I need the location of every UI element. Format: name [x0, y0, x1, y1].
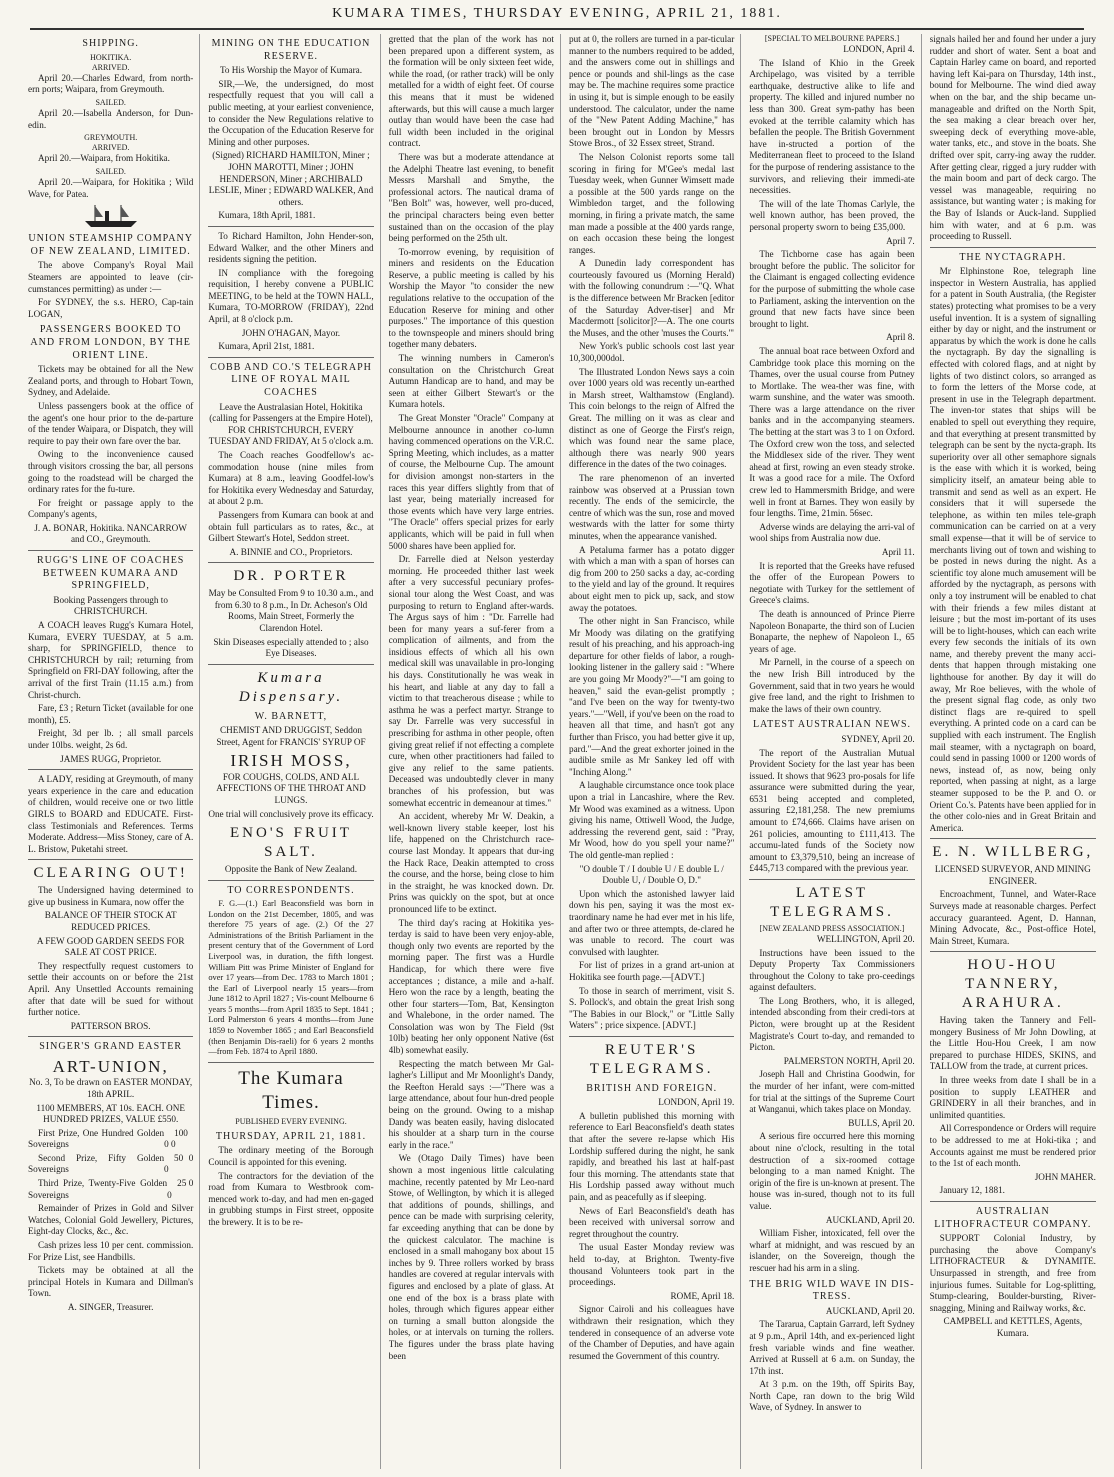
telegram-para: Signor Cairoli and his colleagues have withdrawn their resignation, which they tendered in consequence of an adverse vote of the Chamber of Deputies, and have again resumed the Government of this country.	[568, 1304, 735, 1361]
singer-members: 1100 MEMBERS, AT 10s. EACH. ONE HUNDRED PRIZES, VALUE £550.	[36, 1102, 185, 1125]
mining-para-2: To Richard Hamilton, John Hender-son, Edward Walker, and the other Miners and residents signing the petition.	[208, 230, 374, 265]
rugg-heading: RUGG'S LINE OF COACHES BETWEEN KUMARA AND SPRINGFIELD,	[36, 555, 185, 592]
willberg-heading: E. N. WILLBERG,	[932, 844, 1094, 861]
singer-signature: A. SINGER, Treasurer.	[67, 1302, 154, 1313]
reuters-heading: REUTER'S TELEGRAMS.	[589, 1041, 714, 1077]
dateline: April 8.	[886, 332, 915, 343]
lithofracteur-heading: AUSTRALIAN LITHOFRACTEUR COMPANY.	[934, 1206, 1092, 1230]
article-para: A Dunedin lady correspondent has courteously favoured us (Morning Herald) with the following conundrum :—"Q. What is the difference between Mr Bracken [editor of the Saturday Adver-tiser] and Mr Macdermott [solicitor]?—A. The one courts the Muses, and the other 'muses the Courts.'"	[568, 258, 735, 338]
paper-para-2: The contractors for the deviation of the road from Kumara to Westbrook com-menced work to-day, and had men en-gaged in grubbing stumps in First street, opposite the brewery. It is to be re-	[208, 1170, 374, 1227]
union-para-3: Tickets may be obtained for all the New Zealand ports, and through to Hobart Town, Sydney, and Adelaide.	[28, 364, 194, 398]
steamship-icon	[81, 203, 141, 229]
telegram-para: The annual boat race between Oxford and Cambridge took place this morning on the Thames, over the usual course from Putney to Mortlake. The wea-ther was fine, with warm sunshine, and the water was smooth. There was a large attendance on the river banks and in the accompanying steamers. The betting at the start was 3 to 1 on Oxford. The Oxford crew won the toss, and selected the Middlesex side of the river. They went ahead at first, rowing an even steady stroke. It was a good race for a mile. The Oxford crew led to Hammersmith Bridge, and were well in front at Barnes. They won easily by four lengths. Time, 21min. 56sec.	[749, 345, 915, 519]
divider	[930, 1201, 1096, 1202]
passengers-heading: PASSENGERS BOOKED TO AND FROM LONDON, BY THE ORIENT LINE.	[30, 324, 191, 361]
prize-row	[28, 1128, 193, 1151]
divider	[930, 247, 1096, 248]
dateline: BULLS, April 20.	[848, 1117, 915, 1128]
hokitika-arrivals: April 20.—Charles Edward, from north-ern ports; Waipara, from Greymouth.	[28, 72, 194, 95]
union-heading: UNION STEAMSHIP COMPANY OF NEW ZEALAND, LIMITED.	[28, 233, 193, 257]
column-1	[28, 34, 200, 1469]
hou-hou-para-3: All Correspondence or Orders will require to be addressed to me at Hoki-tika ; and Accounts against me must be rendered prior to the 1st of each month.	[929, 1123, 1096, 1169]
dateline: LONDON, April 4.	[843, 44, 915, 55]
article-para: The winning numbers in Cameron's consultation on the Christchurch Great Autumn Handicap are to hand, and may be seen at either Gilbert Stewart's or the Kumara hotels.	[388, 353, 554, 410]
article-para: A laughable circumstance once took place upon a trial in Lancashire, where the Rev. Mr Wood was examined as a witness. Upon giving his name, Ottiwell Wood, the Judge, addressing the reverend gent, said : "Pray, Mr Wood, how do you spell your name?" The old gentle-man replied :	[568, 780, 735, 860]
art-union-title: ART-UNION,	[52, 1056, 169, 1076]
column-3	[389, 34, 561, 1469]
article-para: gretted that the plan of the work has not been prepared upon a different system, as the formation will be only sixteen feet wide, while the road, (or rather track) will be only metalled for a width of eight feet. Of course this means that it must be widened afterwards, but this will cause a much larger outlay than would have been the case had full width been included in the original contract.	[388, 34, 554, 149]
dateline: April 11.	[881, 547, 915, 558]
cobb-para-3: Passengers from Kumara can book at and obtain full particulars as to rates, &c., at Gilbert Stewart's Hotel, Seddon street.	[208, 509, 374, 544]
cobb-heading: COBB AND CO.'S TELEGRAPH LINE OF ROYAL MAIL COACHES	[210, 361, 372, 399]
union-para-6: For freight or passage apply to the Company's agents,	[28, 497, 194, 520]
divider	[930, 838, 1096, 839]
telegram-para: Joseph Hall and Christina Goodwin, for the murder of her infant, were com-mitted for trial at the sittings of the Supreme Court at Wanganui, which takes place on Monday.	[749, 1069, 915, 1115]
paper-title: The Kumara Times.	[238, 1067, 344, 1113]
singer-cash: Cash prizes less 10 per cent. commission. For Prize List, see Handbills.	[28, 1240, 194, 1262]
hou-hou-para-2: In three weeks from date I shall be in a position to supply LEATHER and GRINDERY in all their branches, and in unlimited quantities.	[929, 1075, 1096, 1120]
eno-title: ENO'S FRUIT SALT.	[230, 825, 352, 861]
dispensary-para-4: Opposite the Bank of New Zealand.	[224, 863, 358, 874]
union-para-4: Unless passengers book at the office of the agent's one hour prior to the de-parture of the tender Waipara, or Dispatch, they will require to pay their own fare over the bar.	[28, 400, 194, 446]
porter-para-2: Skin Diseases especially attended to ; also Eye Diseases.	[213, 636, 369, 659]
correspondents-heading: TO CORRESPONDENTS.	[227, 884, 355, 896]
special-heading: [SPECIAL TO MELBOURNE PAPERS.]	[764, 34, 900, 43]
sailed-label: SAILED.	[95, 97, 126, 107]
dateline: AUCKLAND, April 20.	[825, 1214, 915, 1225]
porter-para-1: May be Consulted From 9 to 10.30 a.m., and from 6.30 to 8 p.m., In Dr. Acheson's Old Rooms, Main Street, Formerly the Clarendon Hotel.	[208, 588, 374, 634]
union-para-5: Owing to the inconvenience caused through visitors crossing the bar, all persons going to the roadstead will be charged the ordinary rates for the fu-ture.	[28, 449, 194, 495]
masthead: KUMARA TIMES, THURSDAY EVENING, APRIL 21, 1881.	[332, 6, 782, 21]
mining-para-3: IN compliance with the foregoing requisition, I hereby convene a PUBLIC MEETING, to be held at the TOWN HALL, Kumara, TO-MORROW (FRIDAY), 22nd April, at 8 o'clock p.m.	[208, 267, 374, 325]
dispensary-para-3: One trial will conclusively prove its efficacy.	[208, 808, 374, 819]
divider	[28, 769, 193, 770]
masthead-rule	[30, 28, 1084, 30]
australian-news-heading: LATEST AUSTRALIAN NEWS.	[752, 719, 912, 731]
prize-label: First Prize, One Hundred Golden Sovereigns	[28, 1127, 165, 1150]
greymouth-heading: GREYMOUTH.	[84, 133, 138, 143]
rugg-signature: JAMES RUGG, Proprietor.	[60, 753, 162, 764]
divider	[208, 226, 373, 227]
rugg-para-1: A COACH leaves Rugg's Kumara Hotel, Kumara, EVERY TUESDAY, at 5 a.m. sharp, for SPRINGFIELD, thence to CHRISTCHURCH by rail; returning from Springfield on FRI-DAY following, after the arrival of the first Train (11.15 a.m.) from Christ-church.	[28, 620, 194, 700]
clearing-para-2: BALANCE OF THEIR STOCK AT REDUCED PRICES.	[44, 910, 177, 932]
article-para: To-morrow evening, by requisition of miners and residents on the Education Reserve, a public meeting is called by his Worship the Mayor "to consider the new regulations relative to the occupation of the Education Reserve for mining and other purposes." The importance of this question to the townspeople and miners should bring together many debaters.	[388, 246, 554, 350]
mining-to: To His Worship the Mayor of Kumara.	[219, 65, 363, 76]
telegram-para: The Tararua, Captain Garrard, left Sydney at 9 p.m., April 14th, and ex-perienced light fresh variable winds and fine weather. Arrived at Russell at 6 a.m. on Sunday, the 17th inst.	[749, 1319, 915, 1376]
telegram-para: William Fisher, intoxicated, fell over the wharf at midnight, and was rescued by an islander, on the Sovereign, though the rescuer had his arm in a sling.	[749, 1228, 915, 1273]
cobb-signature: A. BINNIE and CO., Proprietors.	[229, 546, 353, 557]
paper-date: THURSDAY, APRIL 21, 1881.	[215, 1130, 367, 1142]
telegram-para: It is reported that the Greeks have refused the offer of the European Powers to negotiate with Turkey for the settlement of Greece's claims.	[749, 560, 915, 606]
divider	[28, 859, 193, 860]
dateline: AUCKLAND, April 20.	[825, 1305, 915, 1316]
union-para-1: The above Company's Royal Mail Steamers are appointed to leave (cir-cumstances permitting) as under :—	[28, 260, 194, 294]
clearing-signature: PATTERSON BROS.	[70, 1020, 151, 1031]
telegram-para: Instructions have been issued to the Deputy Property Tax Commissioners throughout the Colony to take pro-ceedings against defaulters.	[749, 947, 915, 993]
telegram-para: The Tichborne case has again been brought before the public. The solicitor for the Claimant is engaged collecting evidence for the purpose of submitting the whole case to Parliament, asking the intervention on the ground that new facts have since been brought to light.	[749, 249, 915, 329]
telegram-para: The will of the late Thomas Carlyle, the well known author, has been proved, the personal property sworn to being £35,000.	[749, 198, 915, 232]
divider	[208, 664, 373, 665]
article-para: The Great Monster "Oracle" Company at Melbourne announce in another co-lumn having commenced operations on the V.R.C. Spring Meeting, which includes, as a matter of course, the Melbourne Cup. The amount for division amongst non-starters in the races this year differs slightly from that of last year, being materially increased for those events which have very large entries. "The Oracle" offers special prizes for early applicants, which will be paid in full when 5000 shares have been applied for.	[388, 413, 554, 551]
telegram-para: Adverse winds are delaying the arri-val of wool ships from Australia now due.	[749, 521, 915, 544]
correspondents-para: F. G.—(1.) Earl Beaconsfield was born in London on the 21st December, 1805, and was therefore 75 years of age. (2.) Of the 27 Administrations of the British Parliament in the present century that of the Government of Lord Liverpool was, in duration, the fifth longest. William Pitt was Prime Minister of England for over 17 years—from Dec. 1783 to March 1801 ; the Earl of Liverpool nearly 15 years—from June 1812 to April 1827 ; Vis-count Melbourne 6 years 5 months—from April 1835 to Sept. 1841 ; Lord Palmerston 6 years 4 months—from June 1859 to November 1865 ; and Earl Beaconsfield (then Benjamin Dis-raeli) for 6 years 2 months—from Feb. 1874 to April 1880.	[208, 899, 374, 1057]
latest-telegrams-heading: LATEST TELEGRAMS.	[770, 885, 894, 920]
prize-list	[28, 1128, 193, 1202]
telegram-para: A bulletin published this morning with reference to Earl Beaconsfield's death states that after the severe re-lapse which His Lordship suffered during the night, he sank rapidly, and breathed his last at half-past four this morning. The attendants state that His Lordship passed away without much pain, and as peacefully as if sleeping.	[568, 1110, 735, 1202]
hou-hou-signature: JOHN MAHER.	[1034, 1171, 1096, 1182]
irish-moss-title: IRISH MOSS,	[230, 751, 352, 771]
hokitika-sailings: April 20.—Isabella Anderson, for Dun-edin.	[28, 108, 194, 130]
mining-heading: MINING ON THE EDUCATION RESERVE.	[211, 38, 371, 62]
telegram-para: A serious fire occurred here this morning about nine o'clock, resulting in the total destruction of a six-roomed cottage belonging to a man named Knight. The origin of the fire is un-known at present. The house was in-sured, though not to its full value.	[749, 1131, 915, 1211]
article-para: Upon which the astonished lawyer laid down his pen, saying it was the most ex-traordinary name he had ever met in his life, and after two or three attempts, de-clared he was unable to record. The court was convulsed with laughter.	[568, 888, 735, 957]
article-para: There was but a moderate attendance at the Adelphi Theatre last evening, to benefit Messrs Marshall and Smythe, the professional actors. The nautical drama of "Ben Bolt" was, however, well pro-duced, the principal characters being even better sustained than on the occasion of the play being performed on the 25th ult.	[388, 151, 554, 244]
mining-para-1: SIR,—We, the undersigned, do most respectfully request that you will call a public meeting, at your earliest convenience, to consider the New Regulations relative to the Occupation of the Education Reserve for Mining and other purposes.	[208, 78, 374, 147]
singer-remainder: Remainder of Prizes in Gold and Silver Watches, Colonial Gold Jewellery, Pictures, Eight-day Clocks, &c., &c.	[28, 1203, 194, 1237]
prize-row	[28, 1178, 193, 1201]
divider	[208, 357, 373, 358]
clearing-para-4: They respectfully request customers to settle their accounts on or before the 21st April. Any Unsettled Accounts remaining after that date will be sued for without further notice.	[28, 960, 194, 1018]
dispensary-heading: Kumara Dispensary.	[238, 669, 344, 705]
divider	[749, 879, 914, 880]
verse: "O double T / I double U / E double L / Double U, / Double O, D."	[579, 863, 724, 886]
cobb-para-1: Leave the Australasian Hotel, Hokitika (calling for Passengers at the Empire Hotel), FOR CHRISTCHURCH, EVERY TUESDAY AND FRIDAY, At 5 o'clock a.m.	[208, 401, 374, 447]
article-para: The Illustrated London News says a coin over 1000 years old was recently un-earthed in Marsh street, Walthamstow (England). This coin belongs to the reign of Alfred the Great. The milling on it was as clear and distinct as one of George the First's reign, which was found near the same place, although there was nearly 900 years difference in the dates of the two coinages.	[568, 366, 735, 470]
rugg-para-3: Freight, 3d per lb. ; all small parcels under 10lbs. weight, 2s 6d.	[28, 728, 194, 750]
sailed-label-2: SAILED.	[95, 166, 126, 176]
clearing-para-1: The Undersigned having determined to give up business in Kumara, now offer the	[28, 885, 194, 907]
article-para: For list of prizes in a grand art-union at Hokitika see fourth page.—[ADVT.]	[568, 960, 735, 982]
prize-value: 25 0 0	[167, 1178, 194, 1200]
mining-date-2: Kumara, April 21st, 1881.	[218, 341, 315, 352]
article-para: The rare phenomenon of an inverted rainbow was observed at a Prussian town recently. The ends of the semicircle, the centre of which was the sun, rose and moved westwards with the latter for some thirty minutes, when the appearance vanished.	[568, 472, 735, 541]
dateline: PALMERSTON NORTH, April 20.	[783, 1055, 915, 1066]
telegram-para: The death is announced of Prince Pierre Napoleon Bonaparte, the third son of Lucien Bonaparte, the nephew of Napoleon I., 65 years of age.	[749, 608, 915, 654]
willberg-para: Encroachment, Tunnel, and Water-Race Surveys made at reasonable charges. Perfect accuracy guaranteed. Agent, D. Hannan, Mining Advocate, &c., Post-office Hotel, Main Street, Kumara.	[929, 889, 1096, 946]
dateline: ROME, April 18.	[670, 1290, 735, 1301]
prize-label: Second Prize, Fifty Golden Sovereigns	[28, 1152, 165, 1175]
hou-hou-heading: HOU-HOU TANNERY, ARAHURA.	[961, 957, 1064, 1012]
article-para: New York's public schools cost last year 10,300,000dol.	[568, 341, 735, 364]
rugg-subheading: Booking Passengers through to CHRISTCHURCH.	[53, 594, 168, 617]
hou-hou-date: January 12, 1881.	[939, 1185, 1005, 1196]
nyctagraph-para: Mr Elphinstone Roe, telegraph line inspector in Western Australia, has applied for a patent in South Australia, (the Register states) protecting what promises to be a very useful invention. It is a system of signalling either by day or night, and the instrument or apparatus by which the work is done he calls the nyctagraph. By day the signalling is effected with colored flags, and at night by lights of two distinct colors, so arranged as to form the letters of the Morse code, at present in use in the Telegraph department. The inven-tor states that ships will be enabled to spell out everything they require, and that everything at present transmitted by telegraph can be sent by the nycta-graph. Its superiority over all other semaphore signals is the ease with which it is worked, being simplicity itself, an amateur being able to transmit and send as well as an expert. He considers that it will supersede the telephone, as within ten miles tele-graph communication can be carried on at a very small expense—that it will be of service to merchants living out of town and wishing to be posted in news during the night. As a scientific toy alone much amusement will be afforded by the nyctagraph, as persons with only a toy instrument will be enabled to chat with their friends a few miles distant at leisure ; but the most im-portant of its uses will be to light-houses, which can each write every few seconds the initials of its own name, and thereby prevent the many acci-dents that happen through mistaking one lighthouse for another. By day it will do away, Mr Roe believes, with the whole of the present signal flag code, as only two distinct flags are re-quired to spell everything. A printed code on a card can be supplied with each instrument. The English mail steamer, with a nyctagraph on board, could send in passing 1000 or 1200 words of news, instead of, as now, being only reported, when passing at night, as a large steamer supposed to be the P. and O. or Orient Co.'s. Patents have been applied for in the other colo-nies and in Great Britain and America.	[929, 266, 1096, 833]
divider	[28, 1036, 193, 1037]
article-para: Respecting the match between Mr Gal-lagher's Lilliput and Mr Moonlight's Dandy, the Reefton Herald says :—"There was a large attendance, about four hun-dred people being on the ground. Owing to a mishap Dandy was beaten easily, having dislocated his shoulder at a sharp turn in the course early in the race."	[388, 1058, 554, 1150]
prize-value: 50 0 0	[164, 1152, 194, 1175]
divider	[208, 562, 373, 563]
article-para: The third day's racing at Hokitika yes-terday is said to have been very enjoy-able, though only two events are reported by the morning paper. The first was a Hurdle Handicap, for which there were five acceptances ; distance, a mile and a-half. Hero won the race by a length, beating the other four starters—Tom, Bat, Kensington and Whalebone, in the order named. The Consolation was won by The Field (9st 10lb) beating her only opponent Native (6st 4lb) somewhat easily.	[388, 917, 554, 1056]
telegram-para: News of Earl Beaconsfield's death has been received with universal sorrow and regret throughout the country.	[568, 1205, 735, 1239]
column-6	[930, 34, 1102, 1469]
mayor-signature: JOHN O'HAGAN, Mayor.	[241, 327, 341, 338]
divider	[208, 880, 373, 881]
greymouth-sailings: April 20.—Waipara, for Hokitika ; Wild Wave, for Patea.	[28, 177, 194, 199]
lithofracteur-signature: CAMPBELL and KETTLES, Agents, Kumara.	[943, 1316, 1083, 1338]
mining-signed: (Signed) RICHARD HAMILTON, Miner ; JOHN MAROTTI, Miner ; JOHN HENDERSON, Miner ; ARCHIBALD LESLIE, Miner ; EDWARD WALKER, And others.	[208, 150, 374, 207]
brig-heading: THE BRIG WILD WAVE IN DIS-TRESS.	[749, 1278, 915, 1303]
divider	[930, 951, 1096, 952]
porter-heading: DR. PORTER	[233, 568, 349, 585]
willberg-subheading: LICENSED SURVEYOR, AND MINING ENGINEER.	[934, 864, 1091, 886]
article-para: To those in search of merriment, visit S. S. Pollock's, and obtain the great Irish song "The Babies in our Block," or "Little Sally Waters" ; price sixpence. [ADVT.]	[568, 985, 735, 1031]
divider	[569, 1036, 734, 1037]
hokitika-heading: HOKITIKA.	[90, 52, 132, 62]
dateline: SYDNEY, April 20.	[841, 733, 915, 744]
reuters-subheading: BRITISH AND FOREIGN.	[586, 1082, 718, 1094]
telegram-para: signals hailed her and found her under a jury rudder and short of water. Sent a boat and Captain Harley came on board, and reported having left Kai-para on Thursday, 14th inst., bound for Melbourne. The wind died away when on the bar, and the ship became un-manageable and drifted on the North Spit, the sea making a clear breach over her, sweeping deck of everything move-able, water tanks, etc., and stove in the boats. She drifted over spit, carry-ing away the rudder. After getting clear, rigged a jury rudder with the main boom and part of deck cargo. The vessel was manageable, requiring no assistance, but wanting water ; is making for the Bay of Islands or Auck-land. Supplied him with water, and at 6 p.m. was proceeding to Russell.	[929, 34, 1096, 242]
singer-tickets: Tickets may be obtained at all the principal Hotels in Kumara and Dillman's Town.	[28, 1265, 194, 1299]
divider	[208, 1062, 373, 1063]
dateline: April 7.	[886, 235, 915, 246]
column-5	[749, 34, 921, 1469]
article-para: A Petaluma farmer has a potato digger with which a man with a span of horses can dig from 200 to 250 sacks a day, ac-cording to the yield and lay of the ground. It requires about eight men to pick up, sack, and stow away the potatoes.	[568, 544, 735, 613]
article-para: The Nelson Colonist reports some tall scoring in firing for M'Gee's medal last Tuesday week, when Gunner Wimsett made a possible at the 500 yards range on the Wimbledon target, and the following morning, in firing a private match, the same man made a possible at the 400 yards range, on each occasion these being the longest ranges.	[568, 151, 735, 255]
dateline: LONDON, April 19.	[658, 1097, 735, 1108]
dispensary-name: W. BARNETT,	[254, 710, 328, 722]
article-para: put at 0, the rollers are turned in a par-ticular manner to the numbers required to be added, and the answers come out in shillings and pence or pounds and shil-lings as the case may be. The machine requires some practice in using it, but is simple enough to be easily understood. The calculator, under the name of the "New Patent Adding Machine," has been brought out in London by Messrs Stowe Bros., of 32 Essex street, Strand.	[568, 34, 735, 149]
telegram-para: The usual Easter Monday review was held to-day, at Brighton. Twenty-five thousand Volunteers took part in the proceedings.	[568, 1242, 735, 1288]
telegram-para: The Long Brothers, who, it is alleged, intended absconding from their credi-tors at Picton, were brought up at the Resident Magistrate's Court to-day, and remanded to Picton.	[749, 995, 915, 1053]
article-para: We (Otago Daily Times) have been shown a most ingenious little calculating machine, recently patented by Mr Leo-nard Stowe, of Wellington, by which it is alleged that additions of pounds, shillings, and pence can be made with surprising celerity, far exceeding anything that can be done by the quickest calculator. The machine is enclosed in a small mahogany box about 15 inches by 9. Three rollers worked by brass handles are covered at regular intervals with figures and enclosed by a plate of glass. At one end of the box is a brass plate with holes, through which figures appear either on turning a small button alongside the holes, or at intervals on turning the rollers. The figures under the brass plate having been	[388, 1153, 554, 1361]
dispensary-para-1: CHEMIST AND DRUGGIST, Seddon Street, Agent for FRANCIS' SYRUP OF	[216, 725, 366, 747]
clearing-out-heading: CLEARING OUT!	[33, 865, 188, 882]
prize-row	[28, 1153, 193, 1176]
lady-advert: A LADY, residing at Greymouth, of many years experience in the care and education of children, would receive one or two little GIRLS to BOARD and EDUCATE. First-class Testimonials and References. Terms Moderate. Address—Miss Stoney, care of A. L. Bristow, Puketahi street.	[28, 774, 194, 854]
article-para: The other night in San Francisco, while Mr Moody was dilating on the gratifying result of his preaching, and his approach-ing departure for other fields of labor, a rough-looking listener in the gallery said : "Where are you going Mr Moody?"—"I am going to heaven," said the evan-gelist promptly ; "and I've been on the way for twenty-two years."—"Well, if you've been on the road to heaven all that time, and hasn't got any further than Frisco, you had better give it up, pard."—And the great exhorter joined in the audible smile as Mr Sankey led off with "Inching Along."	[568, 616, 735, 777]
union-signature: J. A. BONAR, Hokitika. NANCARROW and CO., Greymouth.	[34, 522, 187, 545]
union-para-2: For SYDNEY, the s.s. HERO, Cap-tain LOGAN,	[28, 297, 194, 319]
column-2	[208, 34, 380, 1469]
telegram-para: The Island of Khio in the Greek Archipelago, was visited by a terrible earthquake, destructive alike to life and property. The killed and injured number no less than 300. Great sym-pathy has been evoked at the terrible calamity which has befallen the people. The British Government have in-structed a portion of the Mediterranean fleet to proceed to the Island for the purpose of rendering assistance to the survivors, and relieving their immedi-ate necessities.	[749, 57, 915, 196]
rugg-para-2: Fare, £3 ; Return Ticket (available for one month), £5.	[28, 703, 194, 725]
singer-number: No. 3, To be drawn on EASTER MONDAY, 18th APRIL.	[29, 1077, 193, 1099]
clearing-para-3: A FEW GOOD GARDEN SEEDS FOR SALE AT COST PRICE.	[36, 935, 185, 958]
dateline: WELLINGTON, April 20.	[816, 933, 915, 944]
article-para: An accident, whereby Mr W. Deakin, a well-known livery stable keeper, lost his life, happened on the Christchurch race-course last Monday. It appears that dur-ing the Hack Race, Deakin attempted to cross the course, and the horse, being close to him in the straight, he was knocked down. Dr. Prins was quickly on the spot, but at once pronounced life to be extinct.	[388, 811, 554, 914]
greymouth-arrivals: April 20.—Waipara, from Hokitika.	[38, 153, 170, 164]
telegram-para: At 3 p.m. on the 19th, off Spirits Bay, North Cape, ran down to the brig Wild Wave, of Sydney. In answer to	[749, 1379, 915, 1413]
shipping-heading: SHIPPING.	[82, 38, 139, 49]
paper-published: PUBLISHED EVERY EVENING.	[235, 1116, 347, 1126]
nyctagraph-heading: THE NYCTAGRAPH.	[959, 251, 1067, 263]
divider	[28, 550, 193, 551]
lithofracteur-para: SUPPORT Colonial Industry, by purchasing the above Company's LITHOFRACTEUR & DYNAMITE. Unsurpassed in strength, and free from injurious fumes. Suitable for Log-splitting, Stump-clearing, Boulder-bursting, River-snagging, Mining and Railway works, &c.	[929, 1233, 1096, 1313]
telegram-para: The report of the Australian Mutual Provident Society for the last year has been issued. It shows that 9623 pro-posals for life assurance were submitted during the year, 6531 being accepted and completed, assuring £2,181,258. The new premiums amount to £74,666. Claims have arisen on 261 policies, amounting to £111,413. The accumu-lated funds of the Society now amount to £3,379,510, being an increase of £445,713 compared with the previous year.	[749, 747, 915, 874]
prize-value: 100 0 0	[164, 1127, 188, 1150]
press-association-label: [NEW ZEALAND PRESS ASSOCIATION.]	[759, 923, 905, 933]
article-para: Dr. Farrelle died at Nelson yesterday morning. He proceeded thither last week after a very successful pecuniary profes-sional tour along the West Coast, and was purposing to return to England after-wards. The Argus says of him : "Dr. Farrelle had been for many years a suf-ferer from a complication of ailments, and from the insidious effects of which all his own medical skill was unavailable in pro-longing his days. Constitutionally he was weak in his heart, and liable at any day to fall a victim to that treacherous disease ; while to asthma he was a perfect martyr. Strange to say Dr. Farrelle was very successful in prescribing for asthma in other people, often giving great relief if not effecting a complete cure, when other practitioners had failed to give any relief to the same patients. Deceased was undoubtedly clever in many branches of his profession, but was somewhat eccentric in demeanour at times."	[388, 554, 554, 808]
mining-date: Kumara, 18th April, 1881.	[218, 210, 316, 221]
telegram-para: Mr Parnell, in the course of a speech on the new Irish Bill introduced by the Government, said that in two years he would give free land, and the right to Irishmen to make the laws of their own country.	[749, 657, 915, 714]
dispensary-para-2: FOR COUGHS, COLDS, AND ALL AFFECTIONS OF THE THROAT AND LUNGS.	[216, 771, 366, 805]
arrived-label-2: ARRIVED.	[91, 143, 130, 153]
arrived-label: ARRIVED.	[91, 62, 130, 72]
singer-heading: SINGER'S GRAND EASTER	[39, 1041, 183, 1053]
prize-label: Third Prize, Twenty-Five Golden Sovereigns	[28, 1178, 168, 1200]
columns	[28, 34, 1102, 1469]
column-4	[569, 34, 741, 1469]
hou-hou-para-1: Having taken the Tannery and Fell-mongery Business of Mr John Dowling, at the Little Hou-Hou Creek, I am now prepared to purchase HIDES, SKINS, and TALLOW from the trade, at current prices.	[929, 1015, 1096, 1072]
cobb-para-2: The Coach reaches Goodfellow's ac-commodation house (nine miles from Kumara) at 8 a.m., leaving Goodfel-low's for Hokitika every Wednesday and Saturday, at about 2 p.m.	[208, 450, 374, 507]
paper-para-1: The ordinary meeting of the Borough Council is appointed for this evening.	[208, 1145, 374, 1167]
